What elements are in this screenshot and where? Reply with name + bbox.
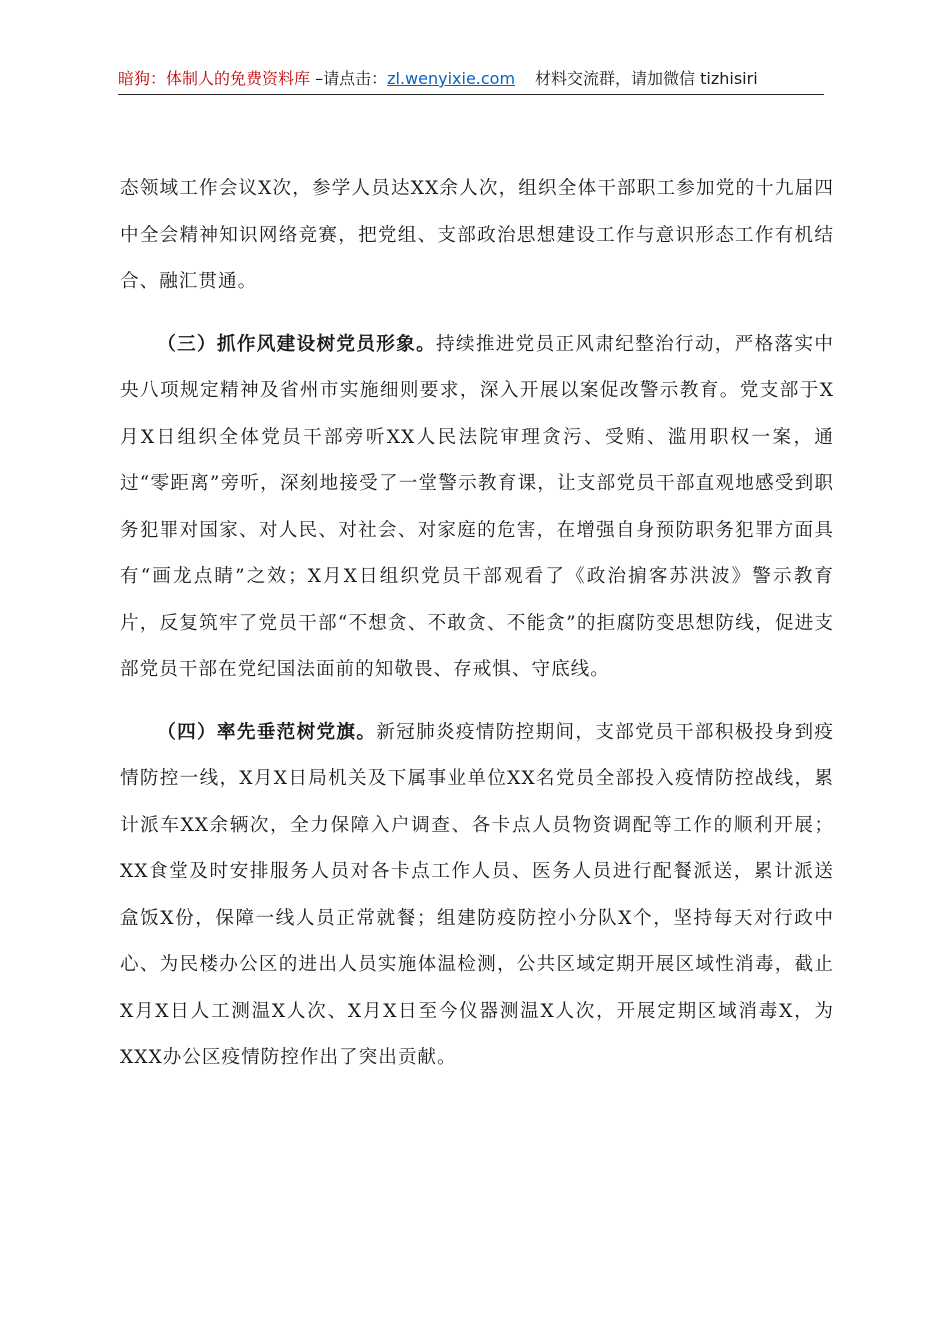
paragraph-text: 态领域工作会议X次，参学人员达XX余人次，组织全体干部职工参加党的十九届四中全会精神知识网络竞赛，把党组、支部政治思想建设工作与意识形态工作有机结合、融汇贯通。 bbox=[120, 178, 834, 292]
header-link[interactable]: zl.wenyixie.com bbox=[387, 69, 516, 88]
paragraph-section-three bbox=[120, 322, 834, 694]
paragraph-text: 持续推进党员正风肃纪整治行动，严格落实中央八项规定精神及省州市实施细则要求，深入开展以案促改警示教育。党支部于X月X日组织全体党员干部旁听XX人民法院审理贪污、受贿、滥用职权一案，通过“零距离”旁听，深刻地接受了一堂警示教育课，让支部党员干部直观地感受到职务犯罪对国家、对人民、对社会、对家庭的危害，在增强自身预防职务犯罪方面具有“画龙点睛”之效；X月X日组织党员干部观看了《政治掮客苏洪波》警示教育片，反复筑牢了党员干部“不想贪、不敢贪、不能贪”的拒腐防变思想防线，促进支部党员干部在党纪国法面前的知敬畏、存戒惧、守底线。 bbox=[120, 333, 834, 680]
paragraph-text: 新冠肺炎疫情防控期间，支部党员干部积极投身到疫情防控一线，X月X日局机关及下属事业单位XX名党员全部投入疫情防控战线，累计派车XX余辆次，全力保障入户调查、各卡点人员物资调配等工作的顺利开展；XX食堂及时安排服务人员对各卡点工作人员、医务人员进行配餐派送，累计派送盒饭X份，保障一线人员正常就餐；组建防疫防控小分队X个，坚持每天对行政中心、为民楼办公区的进出人员实施体温检测，公共区域定期开展区域性消毒，截止X月X日人工测温X人次、X月X日至今仪器测温X人次，开展定期区域消毒X，为XXX办公区疫情防控作出了突出贡献。 bbox=[120, 721, 834, 1068]
section-heading: （三）抓作风建设树党员形象。 bbox=[157, 333, 436, 355]
header-divider bbox=[118, 94, 824, 95]
header-brand: 暗狗：体制人的免费资料库 bbox=[118, 69, 311, 88]
header-contact: 材料交流群，请加微信 tizhisiri bbox=[535, 69, 758, 88]
section-heading: （四）率先垂范树党旗。 bbox=[157, 721, 377, 743]
document-body bbox=[120, 166, 834, 1082]
page-header bbox=[118, 66, 824, 96]
paragraph-continuation bbox=[120, 166, 834, 306]
paragraph-section-four bbox=[120, 710, 834, 1082]
header-separator: –请点击： bbox=[310, 69, 388, 88]
